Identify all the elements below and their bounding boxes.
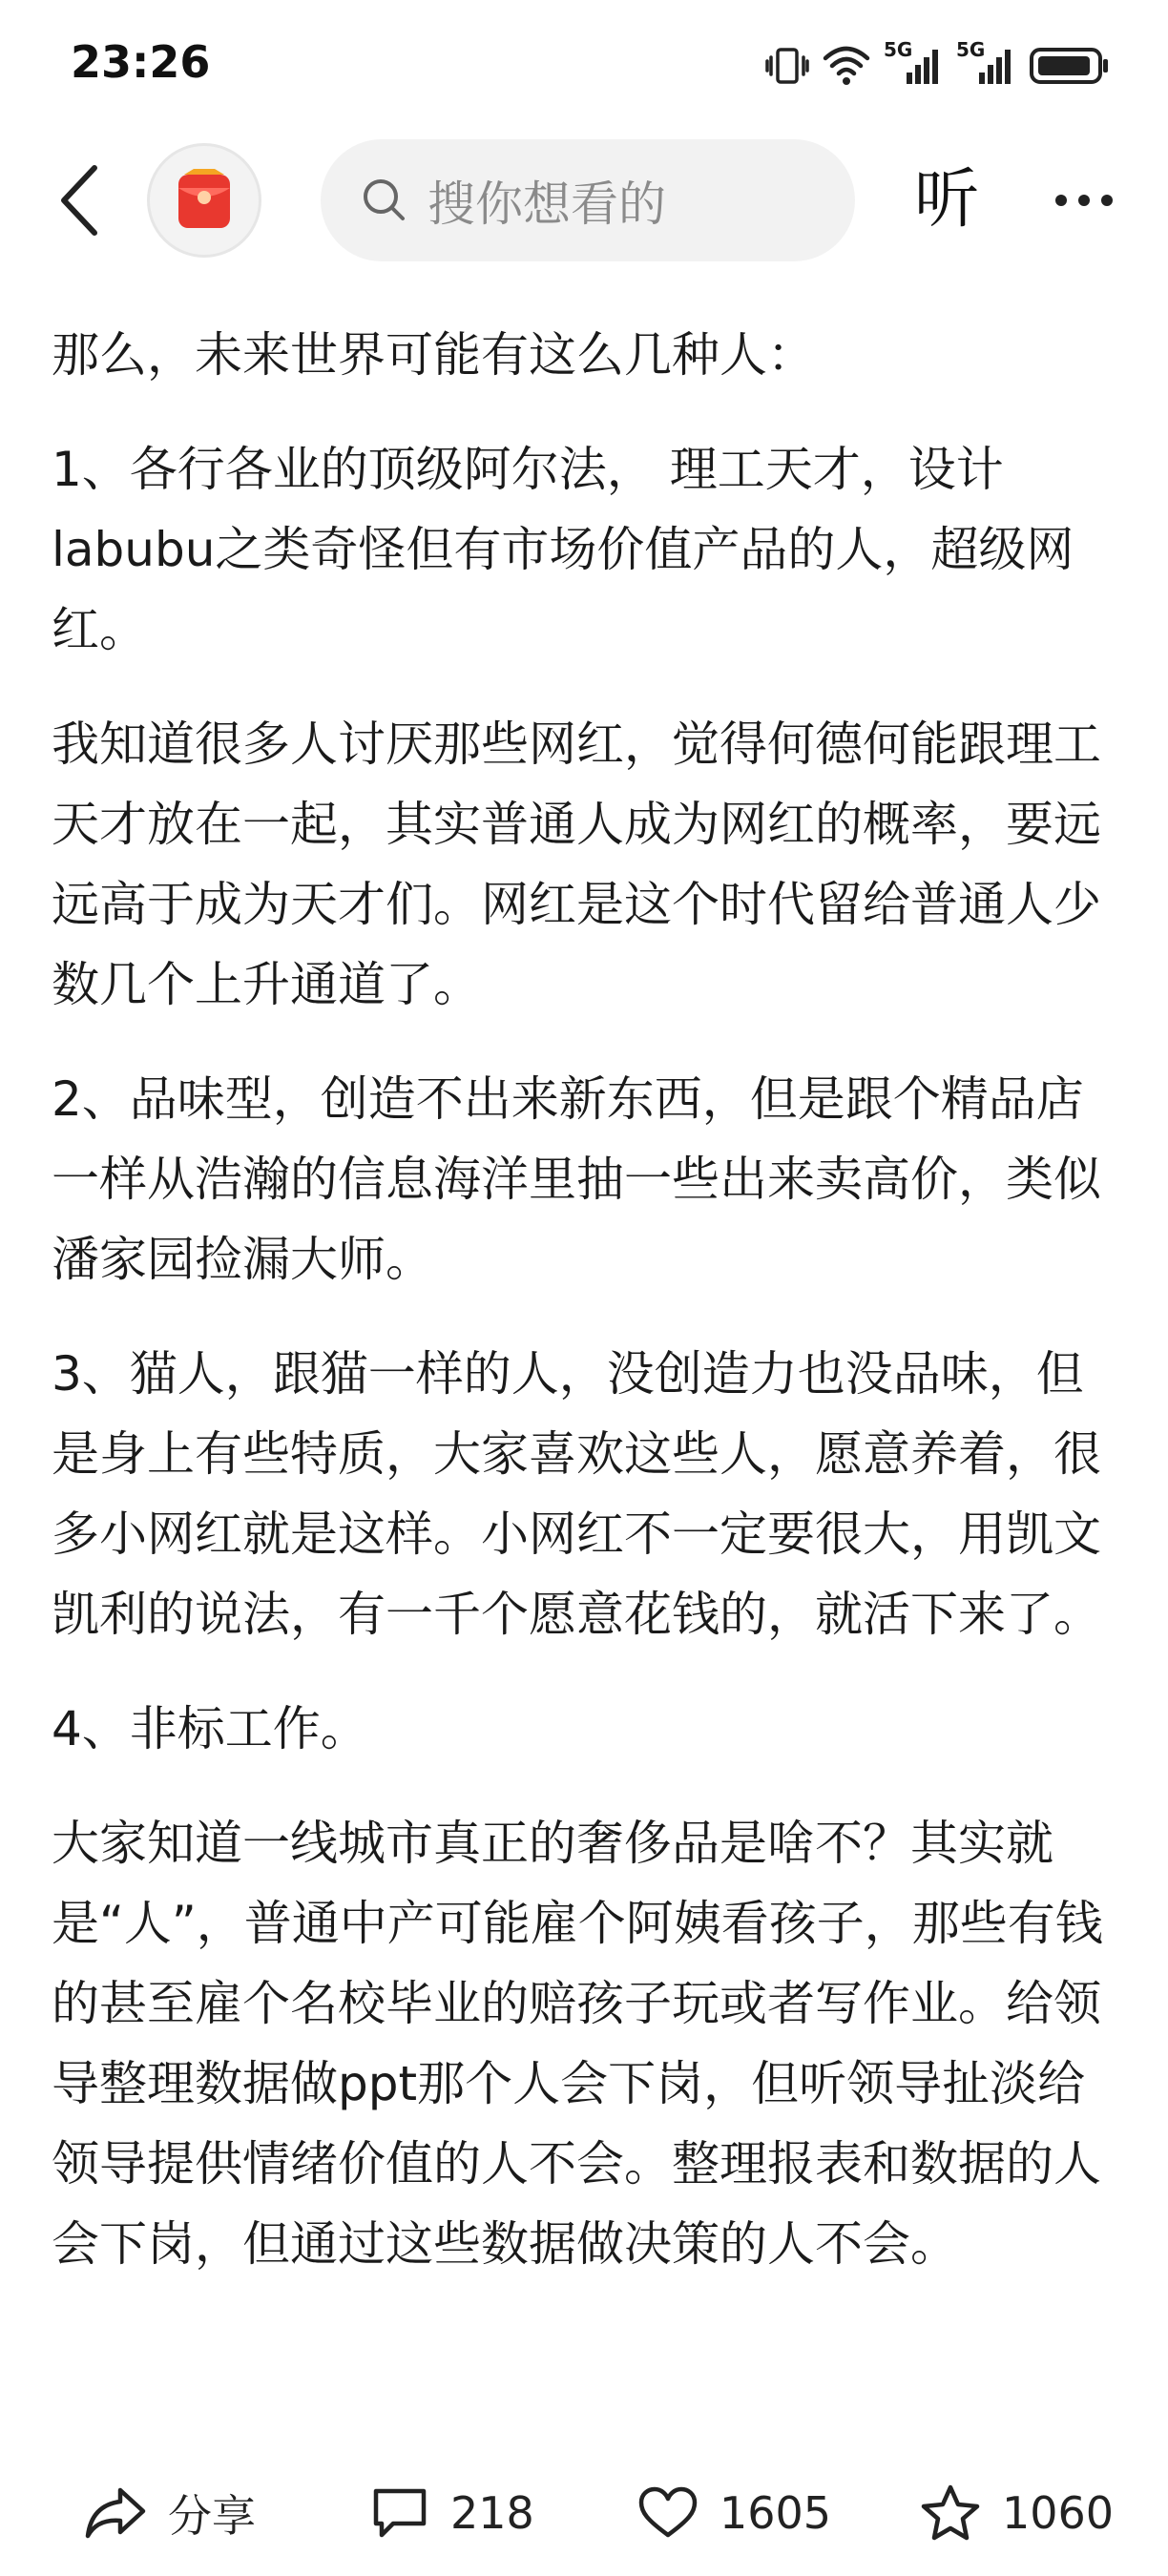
article-paragraph: 1、各行各业的顶级阿尔法， 理工天才，设计labubu之类奇怪但有市场价值产品的人，超级网红。 xyxy=(52,442,1074,657)
avatar[interactable] xyxy=(147,143,261,258)
article-paragraph: 我知道很多人讨厌那些网红，觉得何德何能跟理工天才放在一起，其实普通人成为网红的概率，要远远高于成为天才们。网红是这个时代留给普通人少数几个上升通道了。 xyxy=(52,717,1101,1012)
status-time: 23:26 xyxy=(71,36,211,88)
like-count: 1605 xyxy=(720,2487,832,2539)
comment-count: 218 xyxy=(450,2487,534,2539)
signal-5g-icon xyxy=(884,38,943,88)
article-paragraph: 3、猫人，跟猫一样的人，没创造力也没品味，但是身上有些特质，大家喜欢这些人，愿意养着，很多小网红就是这样。小网红不一定要很大，用凯文凯利的说法，有一千个愿意花钱的，就活下来了。 xyxy=(52,1346,1101,1642)
like-button[interactable] xyxy=(637,2465,831,2561)
article-paragraph: 大家知道一线城市真正的奢侈品是啥不？其实就是“人”，普通中产可能雇个阿姨看孩子，那些有钱的甚至雇个名校毕业的赔孩子玩或者写作业。给领导整理数据做ppt那个人会下岗，但听领导扯淡给领导提供情绪价值的人不会。整理报表和数据的人会下岗，但通过这些数据做决策的人不会。 xyxy=(52,1816,1103,2272)
network-label: 5G xyxy=(956,38,986,61)
battery-icon xyxy=(1029,45,1111,87)
article-paragraph: 4、非标工作。 xyxy=(52,1701,368,1756)
more-dots-icon xyxy=(1101,195,1113,206)
search-icon xyxy=(359,175,410,226)
red-envelope-icon xyxy=(171,167,238,234)
network-label: 5G xyxy=(884,38,913,61)
favorite-count: 1060 xyxy=(1002,2487,1115,2539)
favorite-button[interactable] xyxy=(920,2465,1114,2561)
share-button[interactable] xyxy=(84,2465,256,2561)
vibrate-icon xyxy=(765,44,809,88)
article-body xyxy=(52,315,1130,2404)
bottom-action-bar xyxy=(0,2450,1168,2576)
comment-icon xyxy=(370,2485,429,2541)
more-dots-icon xyxy=(1078,195,1090,206)
comment-button[interactable] xyxy=(370,2465,534,2561)
wifi-icon xyxy=(823,45,870,87)
search-placeholder: 搜你想看的 xyxy=(428,177,666,232)
more-dots-icon xyxy=(1055,195,1067,206)
article-paragraph: 那么，未来世界可能有这么几种人： xyxy=(52,327,815,383)
article-paragraph: 2、品味型，创造不出来新东西，但是跟个精品店一样从浩瀚的信息海洋里抽一些出来卖高价，类似潘家园捡漏大师。 xyxy=(52,1071,1101,1287)
more-button[interactable] xyxy=(1046,162,1122,239)
search-input[interactable] xyxy=(321,139,855,261)
signal-5g-icon xyxy=(956,38,1015,88)
heart-icon xyxy=(637,2485,699,2541)
status-bar xyxy=(0,0,1168,143)
back-button[interactable] xyxy=(46,162,113,239)
listen-button[interactable]: 听 xyxy=(914,162,980,238)
share-icon xyxy=(84,2484,147,2542)
status-icons xyxy=(765,38,1111,90)
star-icon xyxy=(920,2483,981,2543)
share-label: 分享 xyxy=(168,2490,256,2542)
top-bar xyxy=(0,134,1168,267)
chevron-left-icon xyxy=(58,164,100,237)
